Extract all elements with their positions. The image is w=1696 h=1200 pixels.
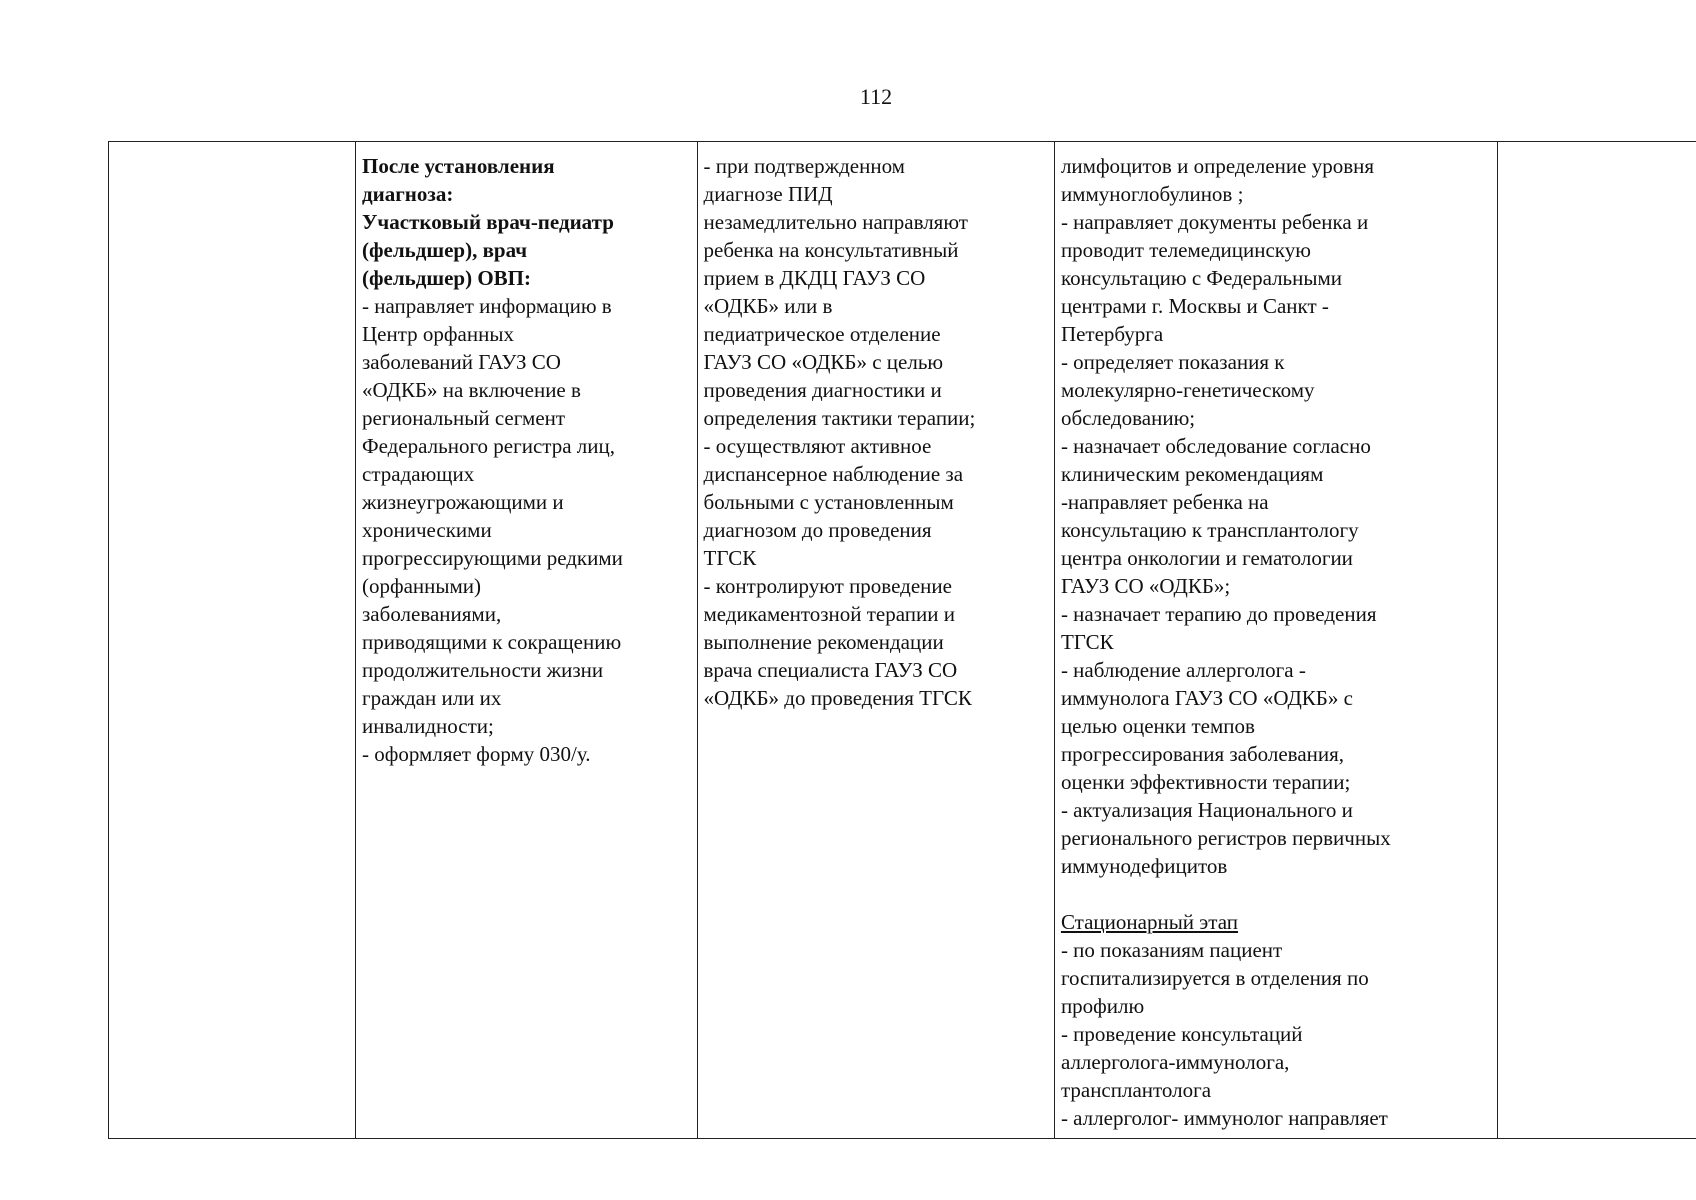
cell-outpatient-after-diagnosis [356, 142, 698, 1139]
text-line: госпитализируется в отделения по [1060, 966, 1369, 990]
text-line: (орфанными) [362, 574, 482, 598]
stage-lines [1061, 936, 1491, 1132]
text-line: иммунолога ГАУЗ СО «ОДКБ» с [1060, 686, 1353, 710]
text-line: - по показаниям пациент [1060, 938, 1283, 962]
text-line: «ОДКБ» или в [703, 294, 833, 318]
text-line: проведения диагностики и [703, 378, 942, 402]
text-line: Участковый врач-педиатр [362, 210, 614, 234]
text-line: ТГСК [703, 546, 757, 570]
text-line: продолжительности жизни [362, 658, 604, 682]
text-line: - оформляет форму 030/у. [362, 742, 591, 766]
text-line: диспансерное наблюдение за [703, 462, 964, 486]
text-line: После установления [362, 154, 555, 178]
text-line: граждан или их [362, 686, 502, 710]
text-line: приводящими к сокращению [362, 630, 622, 654]
text-line: «ОДКБ» на включение в [362, 378, 581, 402]
text-line: - направляет документы ребенка и [1060, 210, 1369, 234]
stage-title: Стационарный этап [1060, 910, 1239, 934]
cell-empty-right [1497, 142, 1696, 1139]
text-line: ГАУЗ СО «ОДКБ» с целью [703, 350, 944, 374]
text-line: - аллерголог- иммунолог направляет [1060, 1106, 1388, 1130]
text-line: заболеваний ГАУЗ СО [362, 350, 561, 374]
text-line: центрами г. Москвы и Санкт - [1060, 294, 1329, 318]
text-line: лимфоцитов и определение уровня [1060, 154, 1375, 178]
text-line: проводит телемедицинскую [1060, 238, 1311, 262]
text-line: (фельдшер), врач [362, 238, 528, 262]
text-line: врача специалиста ГАУЗ СО [703, 658, 958, 682]
paragraph-gap [1061, 880, 1491, 908]
text-line: консультацию к трансплантологу [1060, 518, 1359, 542]
cell-specialist-actions [1054, 142, 1497, 1139]
text-line: иммуноглобулинов ; [1060, 182, 1244, 206]
text-line: ребенка на консультативный [703, 238, 959, 262]
heading-lines [362, 152, 691, 208]
text-line: «ОДКБ» до проведения ТГСК [703, 686, 972, 710]
text-line: незамедлительно направляют [703, 210, 968, 234]
text-line: - назначает обследование согласно [1060, 434, 1371, 458]
text-line: оценки эффективности терапии; [1060, 770, 1351, 794]
text-line: - направляет информацию в [362, 294, 612, 318]
text-line: прием в ДКДЦ ГАУЗ СО [703, 266, 926, 290]
text-line: клиническим рекомендациям [1060, 462, 1324, 486]
text-line: - назначает терапию до проведения [1060, 602, 1377, 626]
text-line: ГАУЗ СО «ОДКБ»; [1060, 574, 1231, 598]
text-line: целью оценки темпов [1060, 714, 1255, 738]
text-line: прогрессирующими редкими [362, 546, 623, 570]
text-line: - наблюдение аллерголога - [1060, 658, 1306, 682]
text-line: центра онкологии и гематологии [1060, 546, 1353, 570]
text-line: диагнозом до проведения [703, 518, 932, 542]
pathway-table [108, 141, 1696, 1139]
text-line: - проведение консультаций [1060, 1022, 1303, 1046]
text-line: аллерголога-иммунолога, [1060, 1050, 1290, 1074]
text-line: - определяет показания к [1060, 350, 1285, 374]
cell-empty-left [109, 142, 356, 1139]
text-line: профилю [1060, 994, 1145, 1018]
body-lines [704, 152, 1048, 712]
table-row [109, 142, 1696, 1139]
text-line: определения тактики терапии; [703, 406, 976, 430]
text-line: педиатрическое отделение [703, 322, 941, 346]
text-line: Федерального регистра лиц, [362, 434, 615, 458]
text-line: -направляет ребенка на [1060, 490, 1269, 514]
text-line: консультацию с Федеральными [1060, 266, 1343, 290]
text-line: регионального регистров первичных [1060, 826, 1391, 850]
text-line: Центр орфанных [362, 322, 514, 346]
text-line: молекулярно-генетическому [1060, 378, 1315, 402]
page-number: 112 [859, 84, 893, 109]
text-line: - при подтвержденном [703, 154, 905, 178]
text-line: обследованию; [1060, 406, 1196, 430]
body-lines [1061, 152, 1491, 880]
text-line: - контролируют проведение [703, 574, 952, 598]
text-line: трансплантолога [1060, 1078, 1212, 1102]
text-line: - осуществляют активное [703, 434, 932, 458]
text-line: выполнение рекомендации [703, 630, 944, 654]
text-line: иммунодефицитов [1060, 854, 1228, 878]
text-line: региональный сегмент [362, 406, 566, 430]
text-line: - актуализация Национального и [1060, 798, 1353, 822]
text-line: Петербурга [1060, 322, 1164, 346]
text-line: прогрессирования заболевания, [1060, 742, 1345, 766]
text-line: страдающих [362, 462, 475, 486]
text-line: заболеваниями, [362, 602, 502, 626]
text-line: диагноза: [362, 182, 454, 206]
text-line: жизнеугрожающими и [362, 490, 564, 514]
text-line: (фельдшер) ОВП: [362, 266, 532, 290]
text-line: инвалидности; [362, 714, 494, 738]
text-line: медикаментозной терапии и [703, 602, 955, 626]
body-lines [362, 292, 691, 768]
cell-actions [697, 142, 1054, 1139]
actor-lines [362, 208, 691, 292]
text-line: ТГСК [1060, 630, 1114, 654]
text-line: диагнозе ПИД [703, 182, 833, 206]
text-line: больными с установленным [703, 490, 954, 514]
text-line: хроническими [362, 518, 492, 542]
